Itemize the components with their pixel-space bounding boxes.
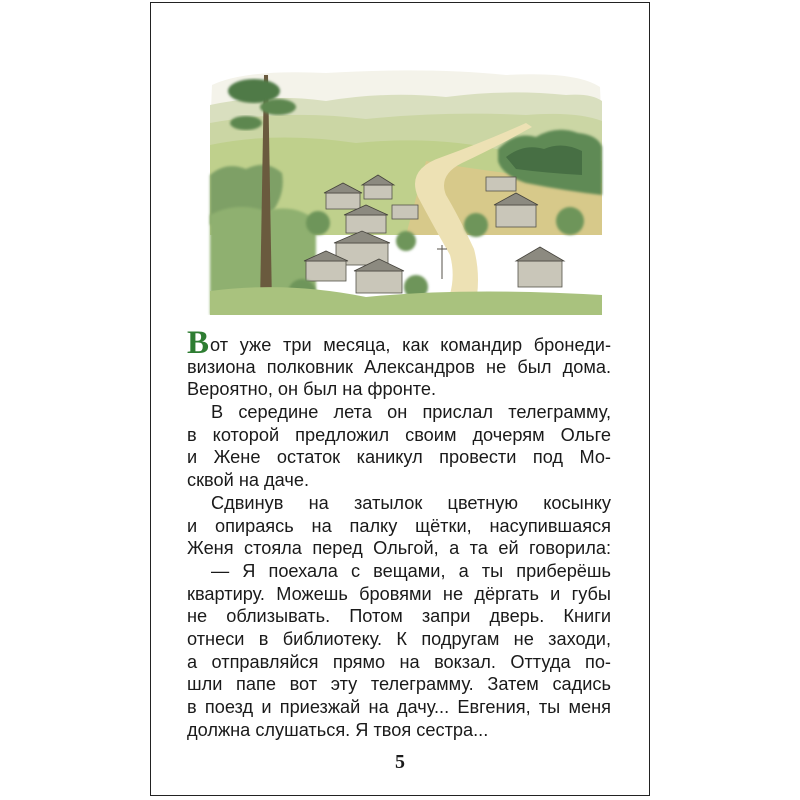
text-line-16: шли папе вот эту телеграмму. Затем садись bbox=[187, 674, 611, 695]
text-line-9: и опираясь на палку щётки, насупившаяся bbox=[187, 515, 611, 536]
page-number: 5 bbox=[395, 751, 405, 773]
story-text bbox=[187, 325, 611, 741]
text-line-5: в которой предложил своим дочерям Ольге bbox=[187, 424, 611, 445]
text-line-10: Женя стояла перед Ольгой, а та ей говорила: bbox=[187, 538, 611, 559]
text-line-3: Вероятно, он был на фронте. bbox=[187, 379, 437, 400]
text-line-14: отнеси в библиотеку. К подругам не заходи, bbox=[187, 628, 611, 649]
text-line-17: в поезд и приезжай на дачу... Евгения, ты меня bbox=[187, 697, 611, 717]
text-line-2: визиона полковник Александров не был дома. bbox=[187, 356, 611, 377]
text-line-6: и Жене остаток каникул провести под Мо- bbox=[187, 447, 611, 468]
drop-cap: В bbox=[187, 325, 210, 361]
text-line-12: квартиру. Можешь бровями не дёргать и губы bbox=[187, 583, 611, 604]
text-line-15: а отправляйся прямо на вокзал. Оттуда по- bbox=[187, 651, 611, 672]
text-line-1: Вот уже три месяца, как командир бронеди- bbox=[187, 325, 611, 361]
book-page bbox=[150, 2, 650, 796]
text-line-4: В середине лета он прислал телеграмму, bbox=[211, 402, 611, 423]
text-line-8: Сдвинув на затылок цветную косынку bbox=[211, 492, 611, 513]
text-line-13: не облизывать. Потом запри дверь. Книги bbox=[187, 606, 611, 627]
text-line-7: сквой на даче. bbox=[187, 470, 310, 491]
village-landscape-illustration bbox=[206, 65, 604, 315]
text-line-11: — Я поехала с вещами, а ты приберёшь bbox=[211, 560, 611, 581]
text-line-18: должна слушаться. Я твоя сестра... bbox=[187, 719, 489, 740]
